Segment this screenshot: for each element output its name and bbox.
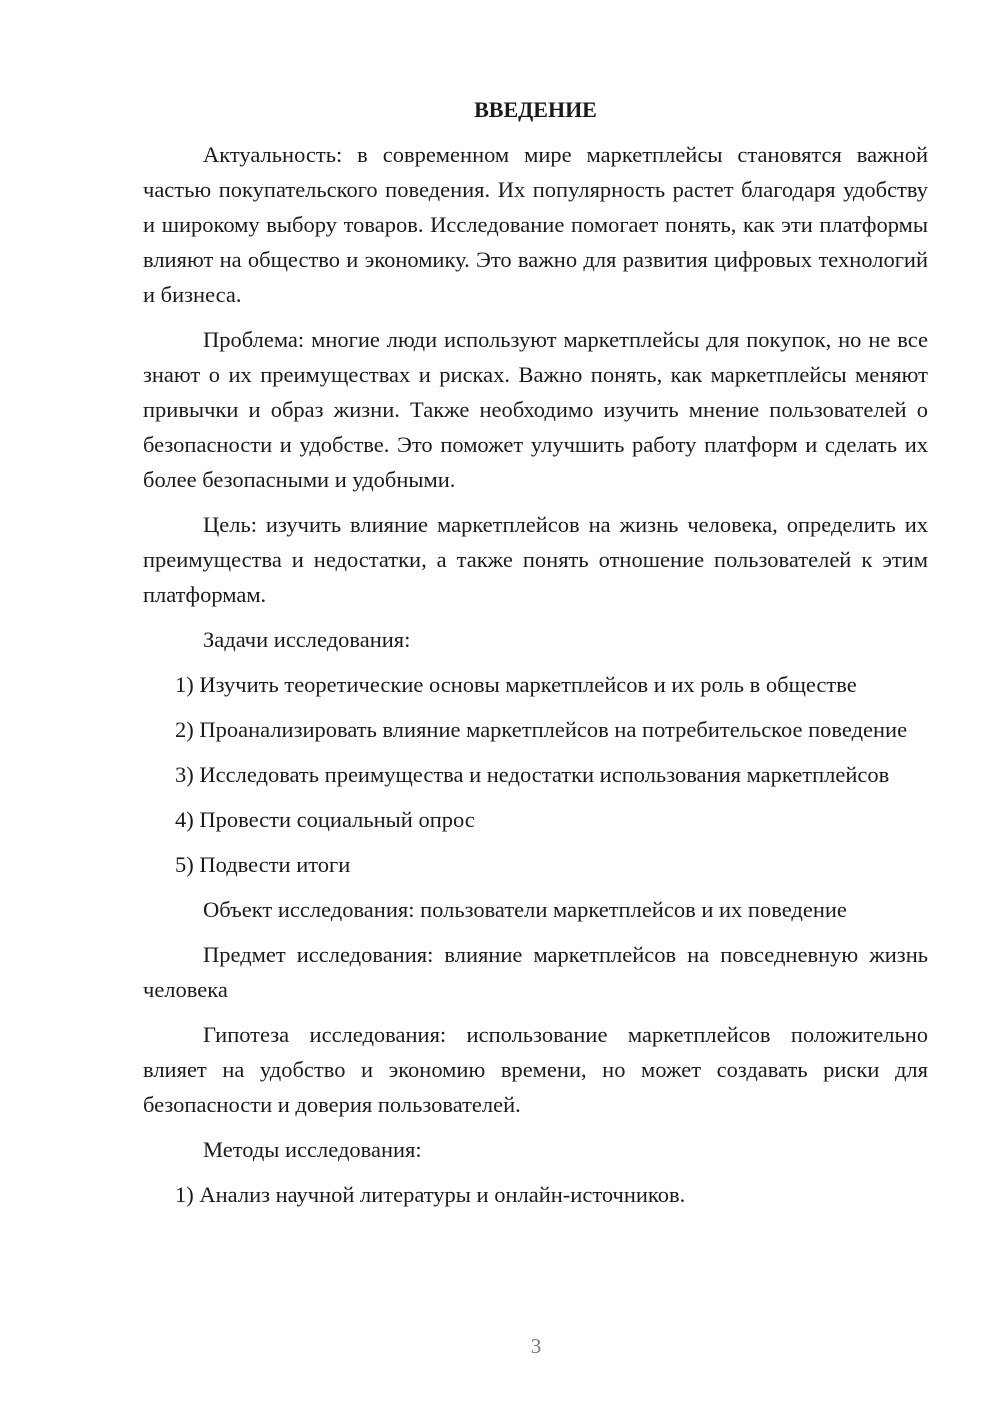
object-paragraph: Объект исследования: пользователи маркетплейсов и их поведение: [203, 897, 847, 922]
problem-paragraph: Проблема: многие люди используют маркетплейсы для покупок, но не все знают о их преимуществах и рисках. Важно понять, как маркетплейсы меняют привычки и образ жизни. Также необходимо изучить мнение пользователей о безопасности и удобстве. Это поможет улучшить работу платформ и сделать их более безопасными и удобными.: [143, 327, 928, 492]
page-title: ВВЕДЕНИЕ: [474, 97, 597, 122]
list-item: 4) Провести социальный опрос: [175, 807, 475, 832]
list-item: 5) Подвести итоги: [175, 852, 351, 877]
list-item: 2) Проанализировать влияние маркетплейсов на потребительское поведение: [175, 717, 908, 742]
goal-paragraph: Цель: изучить влияние маркетплейсов на жизнь человека, определить их преимущества и недостатки, а также понять отношение пользователей к этим платформам.: [143, 512, 928, 607]
relevance-paragraph: Актуальность: в современном мире маркетплейсы становятся важной частью покупательского поведения. Их популярность растет благодаря удобству и широкому выбору товаров. Исследование помогает понять, как эти платформы влияют на общество и экономику. Это важно для развития цифровых технологий и бизнеса.: [143, 142, 928, 307]
subject-paragraph: Предмет исследования: влияние маркетплейсов на повседневную жизнь человека: [143, 942, 928, 1002]
hypothesis-paragraph: Гипотеза исследования: использование маркетплейсов положительно влияет на удобство и экономию времени, но может создавать риски для безопасности и доверия пользователей.: [143, 1022, 928, 1117]
list-item: 1) Изучить теоретические основы маркетплейсов и их роль в обществе: [175, 672, 857, 697]
document-page: [143, 92, 928, 1212]
tasks-heading: Задачи исследования:: [203, 627, 411, 652]
page-number: 3: [530, 1334, 542, 1358]
list-item: 3) Исследовать преимущества и недостатки использования маркетплейсов: [175, 762, 890, 787]
list-item: 1) Анализ научной литературы и онлайн-источников.: [175, 1182, 686, 1207]
methods-heading: Методы исследования:: [203, 1137, 422, 1162]
